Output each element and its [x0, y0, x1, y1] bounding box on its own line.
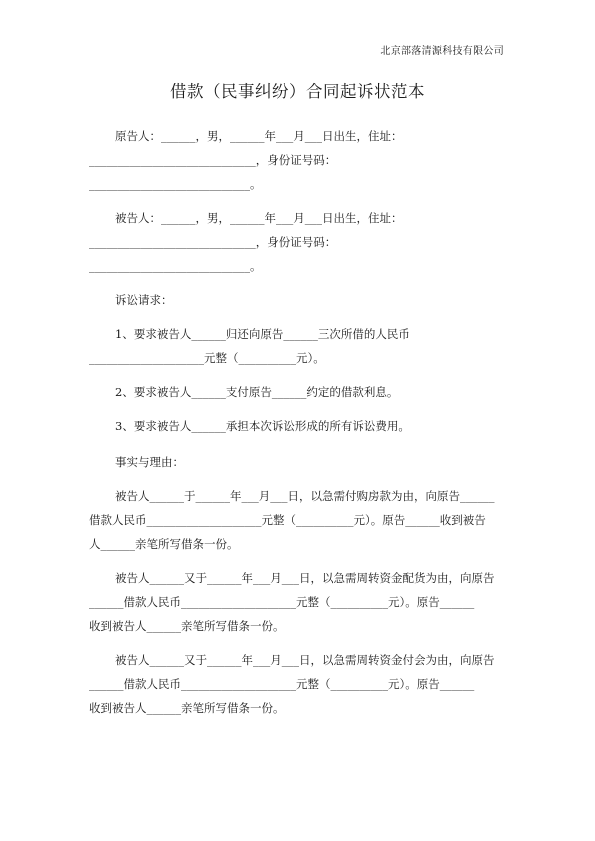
fact-2-line-2: ______借款人民币____________________元整（__________元）。原告______ — [89, 595, 475, 609]
defendant-line-3: ____________________________。 — [89, 259, 262, 273]
fact-1-line-2: 借款人民币____________________元整（__________元）。原告______收到被告 — [89, 513, 486, 527]
fact-3-line-2: ______借款人民币____________________元整（__________元）。原告______ — [89, 677, 475, 691]
fact-2-line-3: 收到被告人______亲笔所写借条一份。 — [89, 619, 285, 633]
plaintiff-line-3: ____________________________。 — [89, 177, 262, 191]
claim-3: 3、要求被告人______承担本次诉讼形成的所有诉讼费用。 — [115, 419, 410, 433]
document-title: 借款（民事纠纷）合同起诉状范本 — [170, 82, 425, 101]
fact-3-line-3: 收到被告人______亲笔所写借条一份。 — [89, 701, 285, 715]
facts-heading: 事实与理由： — [115, 455, 184, 469]
plaintiff-line-1: 原告人：______，男，______年___月___日出生，住址： — [115, 129, 403, 143]
fact-1-line-3: 人______亲笔所写借条一份。 — [89, 537, 239, 551]
claims-heading: 诉讼请求： — [115, 293, 173, 307]
defendant-line-2: _____________________________，身份证号码： — [89, 235, 337, 249]
fact-1-line-1: 被告人______于______年___月___日，以急需付购房款为由，向原告______ — [115, 489, 495, 503]
company-name: 北京部落清源科技有限公司 — [380, 46, 504, 57]
claim-1-line-2: ____________________元整（__________元）。 — [89, 351, 325, 365]
fact-3-line-1: 被告人______又于______年___月___日，以急需周转资金付会为由，向原告 — [115, 653, 495, 667]
plaintiff-line-2: _____________________________，身份证号码： — [89, 153, 337, 167]
claim-1-line-1: 1、要求被告人______归还向原告______三次所借的人民币 — [115, 327, 410, 341]
claim-2: 2、要求被告人______支付原告______约定的借款利息。 — [115, 385, 399, 399]
fact-2-line-1: 被告人______又于______年___月___日，以急需周转资金配货为由，向原告 — [115, 571, 495, 585]
defendant-line-1: 被告人：______，男，______年___月___日出生，住址： — [115, 211, 403, 225]
